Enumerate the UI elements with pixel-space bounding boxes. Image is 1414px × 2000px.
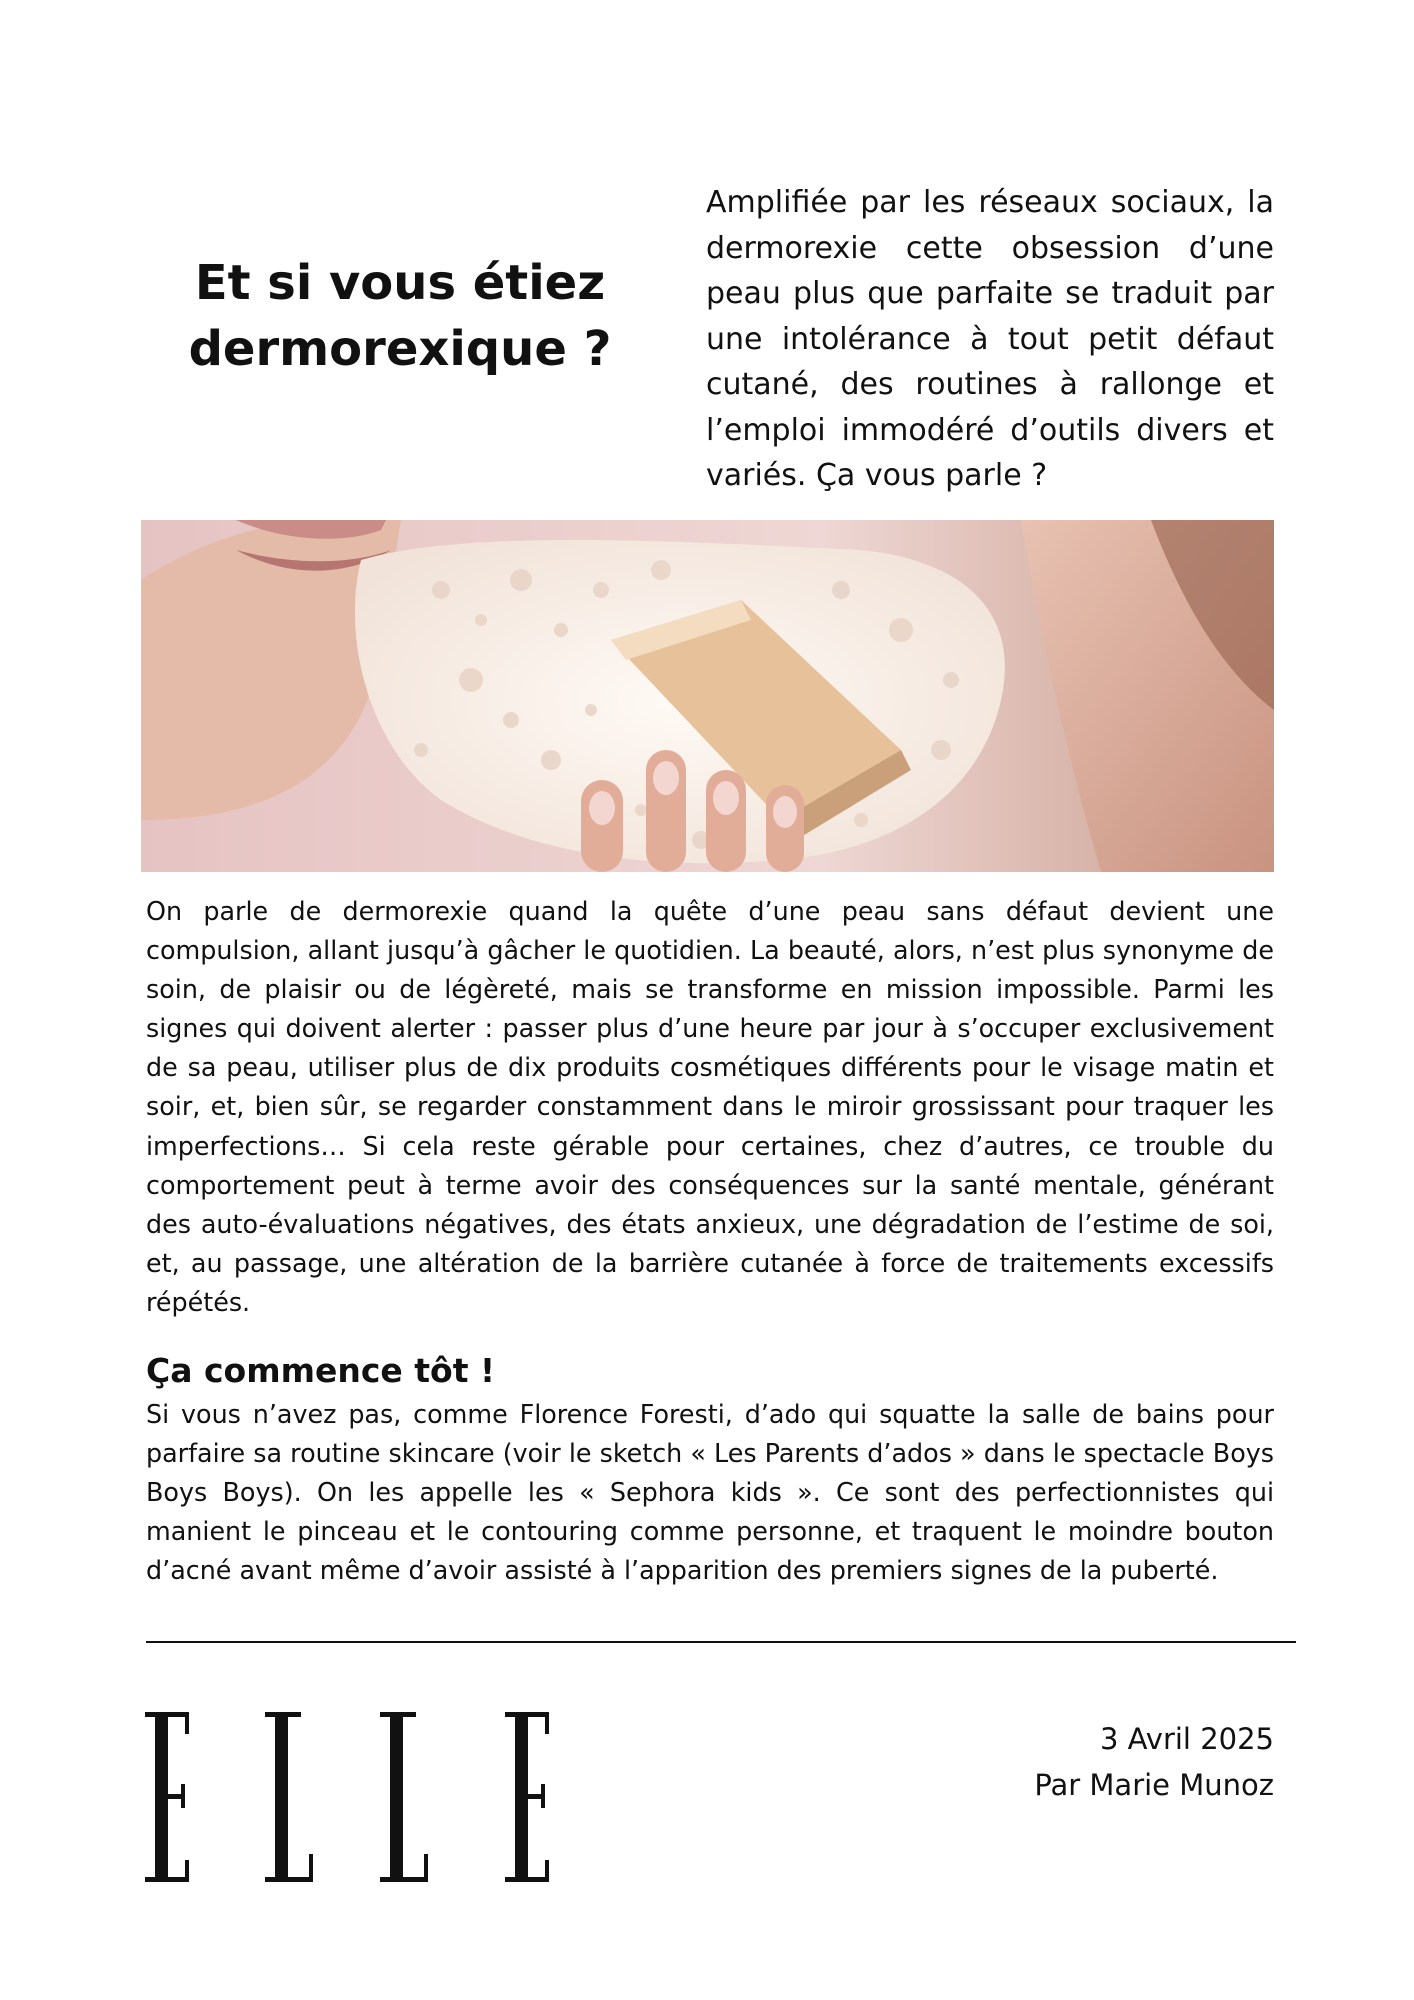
title-line-2: dermorexique ? (188, 321, 612, 377)
hero-image (141, 520, 1274, 872)
article-paragraph-2: Si vous n’avez pas, comme Florence Foresti, d’ado qui squatte la salle de bains pour parfaire sa routine skincare (voir le sketch « Les Parents d’ados » dans le spectacle Boys Boys Boys). On les appelle les « Sephora kids ». Ce sont des perfectionnistes qui manient le pinceau et le contouring comme personne, et traquent le moindre bouton d’acné avant même d’avoir assisté à l’apparition des premiers signes de la puberté. (146, 1399, 1274, 1586)
article-intro: Amplifiée par les réseaux sociaux, la dermorexie cette obsession d’une peau plus que parfaite se traduit par une intolérance à tout petit défaut cutané, des routines à rallonge et l’emploi immodéré d’outils divers et variés. Ça vous parle ? (706, 185, 1274, 493)
elle-logo (145, 1712, 565, 1882)
footer-divider (146, 1641, 1296, 1643)
soap-foam-illustration (141, 520, 1274, 872)
byline-block (900, 1716, 1274, 1808)
publish-date: 3 Avril 2025 (1099, 1722, 1274, 1756)
article-title (160, 250, 640, 382)
section-heading: Ça commence tôt ! (146, 1351, 496, 1390)
author-byline: Par Marie Munoz (1034, 1768, 1274, 1802)
article-paragraph-1: On parle de dermorexie quand la quête d’une peau sans défaut devient une compulsion, allant jusqu’à gâcher le quotidien. La beauté, alors, n’est plus synonyme de soin, de plaisir ou de légèreté, mais se transforme en mission impossible. Parmi les signes qui doivent alerter : passer plus d’une heure par jour à s’occuper exclusivement de sa peau, utiliser plus de dix produits cosmétiques différents pour le visage matin et soir, et, bien sûr, se regarder constamment dans le miroir grossissant pour traquer les imperfections… Si cela reste gérable pour certaines, chez d’autres, ce trouble du comportement peut à terme avoir des conséquences sur la santé mentale, générant des auto-évaluations négatives, des états anxieux, une dégradation de l’estime de soi, et, au passage, une altération de la barrière cutanée à force de traitements excessifs répétés. (146, 896, 1274, 1317)
title-line-1: Et si vous étiez (194, 255, 606, 311)
